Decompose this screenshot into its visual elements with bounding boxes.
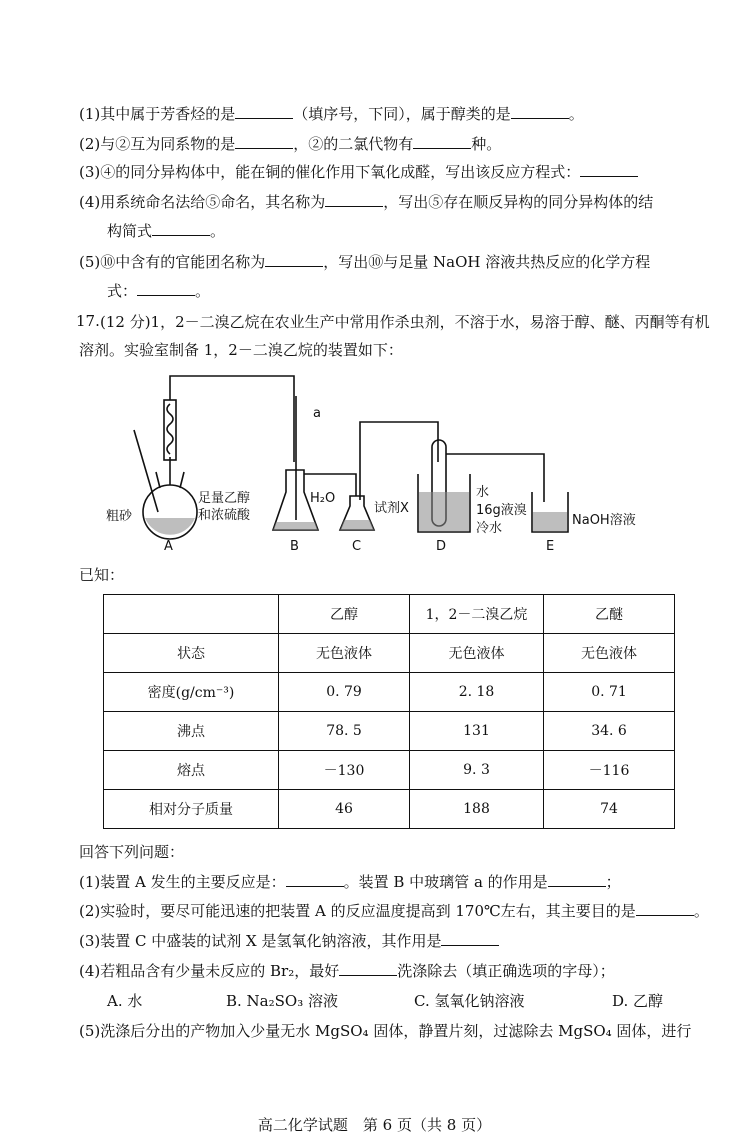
text: (1)其中属于芳香烃的是 xyxy=(79,105,236,123)
answer-blank[interactable] xyxy=(413,134,471,149)
answer-blank[interactable] xyxy=(265,252,323,267)
option-c[interactable]: C. 氢氧化钠溶液 xyxy=(414,992,525,1010)
label-B: B xyxy=(290,539,299,554)
tube-c-d xyxy=(360,422,438,500)
label-bromine: 16g液溴 xyxy=(476,503,527,518)
liquid-d xyxy=(419,492,469,531)
text: 洗涤除去（填正确选项的字母）； xyxy=(397,962,615,980)
tube-a-b xyxy=(170,376,294,462)
q16-item-5 xyxy=(79,252,650,272)
label-sand: 粗砂 xyxy=(106,509,133,524)
table-cell: 2. 18 xyxy=(410,673,544,712)
condenser-coil xyxy=(167,404,173,454)
q17-intro-1: (12 分)1，2－二溴乙烷在农业生产中常用作杀虫剂，不溶于水，易溶于醇、醚、丙酮等有机 xyxy=(100,313,710,331)
q16-item-2 xyxy=(79,134,501,154)
text: (5)⑩中含有的官能团名称为 xyxy=(79,253,266,271)
q17-sub-5: (5)洗涤后分出的产物加入少量无水 MgSO₄ 固体，静置片刻，过滤除去 MgSO₄ 固体，进行 xyxy=(79,1022,692,1040)
table-cell: 1，2－二溴乙烷 xyxy=(410,595,544,634)
text: (2)与②互为同系物的是 xyxy=(79,135,236,153)
table-row xyxy=(104,751,675,790)
table-cell: 188 xyxy=(410,790,544,829)
answer-blank[interactable] xyxy=(511,104,569,119)
table-row xyxy=(104,790,675,829)
q17-sub-1 xyxy=(79,872,621,892)
label-E: E xyxy=(546,539,555,554)
liquid-c xyxy=(340,520,374,530)
label-C: C xyxy=(352,539,362,554)
text: (2)实验时，要尽可能迅速的把装置 A 的反应温度提高到 170℃左右，其主要目的是 xyxy=(79,902,636,920)
q17-sub-4 xyxy=(79,961,615,981)
q16-item-5-cont xyxy=(107,281,210,301)
label-naoh: NaOH溶液 xyxy=(572,513,636,528)
table-cell: 无色液体 xyxy=(544,634,675,673)
table-cell: 熔点 xyxy=(104,751,279,790)
text: (3)④的同分异构体中，能在铜的催化作用下氧化成醛，写出该反应方程式： xyxy=(79,163,581,181)
properties-table xyxy=(103,594,675,829)
condenser xyxy=(164,400,176,460)
label-reagent-x: 试剂X xyxy=(374,501,409,516)
table-row xyxy=(104,712,675,751)
option-d[interactable]: D. 乙醇 xyxy=(612,992,664,1010)
answer-blank[interactable] xyxy=(325,192,383,207)
option-b[interactable]: B. Na₂SO₃ 溶液 xyxy=(226,992,338,1010)
label-D: D xyxy=(436,539,447,554)
q16-item-3 xyxy=(79,162,638,182)
table-cell: 0. 79 xyxy=(279,673,410,712)
table-cell: 34. 6 xyxy=(544,712,675,751)
flask-a-necks xyxy=(156,457,184,488)
answer-prompt: 回答下列问题： xyxy=(79,843,185,861)
text: (3)装置 C 中盛装的试剂 X 是氢氧化钠溶液，其作用是 xyxy=(79,932,442,950)
table-cell: 无色液体 xyxy=(279,634,410,673)
question-number: 17. xyxy=(76,312,100,330)
liquid-e xyxy=(533,512,567,531)
text: 构简式 xyxy=(107,222,153,240)
label-ethanol-1: 足量乙醇 xyxy=(198,491,251,506)
table-cell: 无色液体 xyxy=(410,634,544,673)
q16-item-4-cont xyxy=(107,221,225,241)
text: ，②的二氯代物有 xyxy=(293,135,414,153)
table-cell: －116 xyxy=(544,751,675,790)
option-a[interactable]: A. 水 xyxy=(107,992,143,1010)
answer-blank[interactable] xyxy=(235,134,293,149)
table-cell: 状态 xyxy=(104,634,279,673)
text: (4)若粗品含有少量未反应的 Br₂，最好 xyxy=(79,962,340,980)
answer-blank[interactable] xyxy=(286,872,344,887)
label-cold-water: 冷水 xyxy=(476,521,503,536)
label-h2o: H₂O xyxy=(310,491,336,506)
text: 。 xyxy=(210,222,226,240)
table-cell: 9. 3 xyxy=(410,751,544,790)
apparatus-diagram xyxy=(98,362,650,557)
text: 种。 xyxy=(471,135,502,153)
q17-sub-2 xyxy=(79,901,709,921)
table-row xyxy=(104,634,675,673)
text: ，写出⑩与足量 NaOH 溶液共热反应的化学方程 xyxy=(323,253,651,271)
table-cell: 78. 5 xyxy=(279,712,410,751)
answer-blank[interactable] xyxy=(152,221,210,236)
q16-item-1 xyxy=(79,104,584,124)
label-water: 水 xyxy=(476,485,490,500)
text: 式： xyxy=(107,282,138,300)
table-cell: 乙醚 xyxy=(544,595,675,634)
table-cell: 密度(g/cm⁻³) xyxy=(104,673,279,712)
q17-intro-2: 溶剂。实验室制备 1，2－二溴乙烷的装置如下： xyxy=(79,341,403,359)
label-A: A xyxy=(164,539,173,554)
table-cell: 46 xyxy=(279,790,410,829)
text: 。 xyxy=(195,282,211,300)
q17-sub-3 xyxy=(79,931,499,951)
table-cell: 乙醇 xyxy=(279,595,410,634)
answer-blank[interactable] xyxy=(137,281,195,296)
table-cell xyxy=(104,595,279,634)
table-header-row xyxy=(104,595,675,634)
text: ，写出⑤存在顺反异构的同分异构体的结 xyxy=(383,193,654,211)
text: (4)用系统命名法给⑤命名，其名称为 xyxy=(79,193,326,211)
answer-blank[interactable] xyxy=(548,872,606,887)
answer-blank[interactable] xyxy=(235,104,293,119)
label-a-tube: a xyxy=(313,406,321,421)
table-cell: 相对分子质量 xyxy=(104,790,279,829)
text: ； xyxy=(605,873,621,891)
text: 。 xyxy=(568,105,584,123)
answer-blank[interactable] xyxy=(339,961,397,976)
known-label: 已知： xyxy=(79,566,125,584)
text: （填序号，下同），属于醇类的是 xyxy=(293,105,511,123)
table-cell: 0. 71 xyxy=(544,673,675,712)
table-cell: 74 xyxy=(544,790,675,829)
q16-item-4 xyxy=(79,192,653,212)
text: 。 xyxy=(693,902,709,920)
answer-blank[interactable] xyxy=(441,931,499,946)
answer-blank[interactable] xyxy=(636,901,694,916)
label-ethanol-2: 和浓硫酸 xyxy=(198,508,251,523)
table-cell: 沸点 xyxy=(104,712,279,751)
liquid-b xyxy=(273,522,318,530)
table-cell: －130 xyxy=(279,751,410,790)
text: 。装置 B 中玻璃管 a 的作用是 xyxy=(343,873,548,891)
table-cell: 131 xyxy=(410,712,544,751)
text: (1)装置 A 发生的主要反应是： xyxy=(79,873,286,891)
table-row xyxy=(104,673,675,712)
page-footer: 高二化学试题 第 6 页（共 8 页） xyxy=(257,1116,492,1134)
answer-blank[interactable] xyxy=(580,162,638,177)
